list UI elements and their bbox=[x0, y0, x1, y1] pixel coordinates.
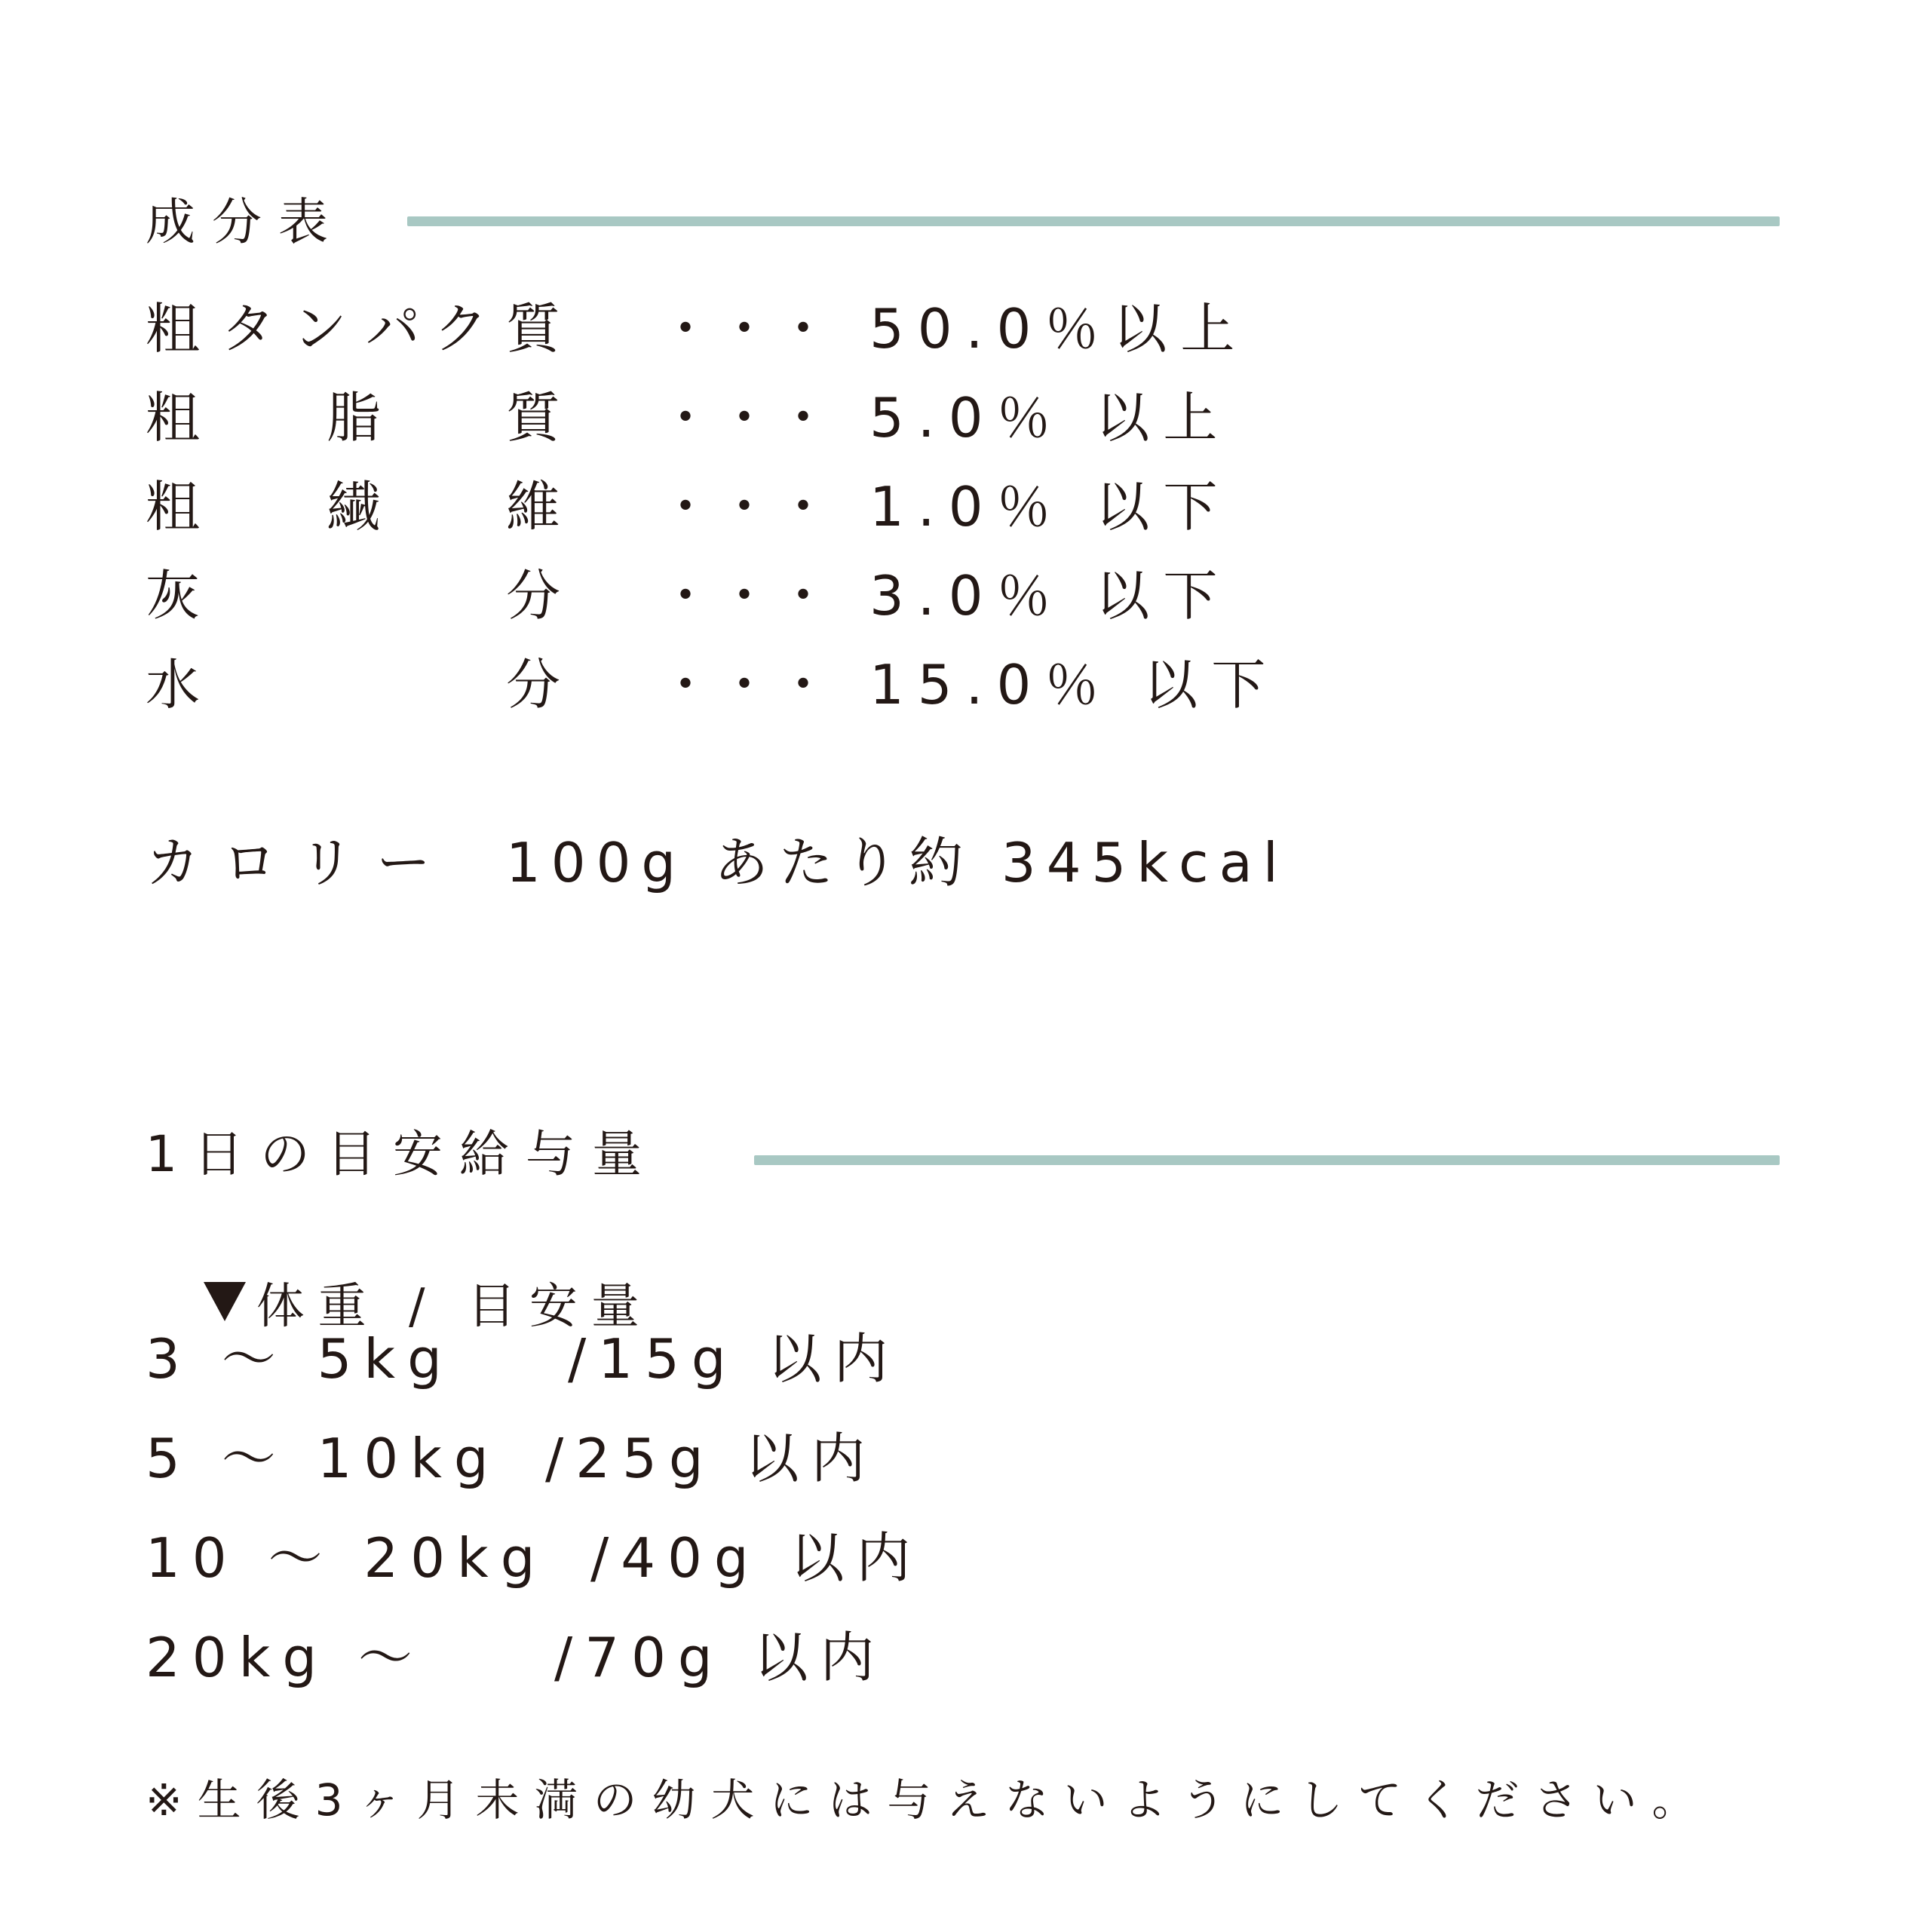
row-label-char: 質 bbox=[506, 297, 570, 360]
row-label-char: 灰 bbox=[146, 564, 210, 627]
feeding-heading-rule bbox=[754, 1155, 1780, 1165]
feeding-weight: 3 ～ 5kg bbox=[146, 1327, 454, 1391]
row-label-char: 維 bbox=[506, 475, 570, 538]
feeding-weight: 5 ～ 10kg bbox=[146, 1427, 501, 1490]
row-label-char: 粗 bbox=[146, 386, 210, 449]
row-value: 3.0％ 以下 bbox=[869, 564, 1231, 627]
feeding-amount: /40g 以内 bbox=[590, 1526, 923, 1590]
feeding-row bbox=[146, 1327, 1578, 1392]
composition-row bbox=[146, 386, 1578, 451]
calorie-value: 100g あたり約 345kcal bbox=[506, 831, 1289, 894]
down-triangle-icon bbox=[204, 1282, 246, 1321]
feeding-weight: 10 ～ 20kg bbox=[146, 1526, 547, 1590]
composition-row bbox=[146, 475, 1578, 540]
row-leader: ・・・ bbox=[658, 475, 836, 538]
feeding-row bbox=[146, 1427, 1578, 1492]
feeding-heading: 1日の目安給与量 bbox=[146, 1125, 658, 1183]
calorie-label: カロリー bbox=[146, 831, 454, 894]
row-value: 1.0％ 以下 bbox=[869, 475, 1231, 538]
feeding-note: ※生後3ヶ月未満の幼犬には与えないようにしてください。 bbox=[146, 1774, 1711, 1826]
row-label-char: 水 bbox=[146, 653, 210, 716]
feeding-amount: /25g 以内 bbox=[545, 1427, 878, 1490]
feeding-weight: 20kg ～ bbox=[146, 1626, 425, 1689]
feeding-row bbox=[146, 1626, 1578, 1691]
row-value: 5.0％ 以上 bbox=[869, 386, 1231, 449]
row-leader: ・・・ bbox=[658, 386, 836, 449]
row-label-char: 分 bbox=[506, 564, 570, 627]
row-leader: ・・・ bbox=[658, 653, 836, 716]
composition-row bbox=[146, 653, 1578, 718]
row-label-char: パ bbox=[366, 297, 430, 360]
row-label-char: ク bbox=[434, 297, 498, 360]
row-leader: ・・・ bbox=[658, 297, 836, 360]
calorie-row bbox=[146, 831, 1578, 896]
feeding-amount: /70g 以内 bbox=[554, 1626, 887, 1689]
composition-heading-rule bbox=[407, 216, 1780, 226]
row-label-char: 質 bbox=[506, 386, 570, 449]
row-leader: ・・・ bbox=[658, 564, 836, 627]
row-value: 15.0％ 以下 bbox=[869, 653, 1280, 716]
feeding-row bbox=[146, 1526, 1578, 1591]
feeding-subheading-text: 体重 / 目安量 bbox=[256, 1279, 653, 1335]
feeding-amount: /15g 以内 bbox=[568, 1327, 900, 1391]
row-label-char: 脂 bbox=[327, 386, 391, 449]
composition-heading: 成分表 bbox=[146, 193, 345, 251]
composition-row bbox=[146, 297, 1578, 362]
row-label-char: 粗 bbox=[146, 297, 210, 360]
feeding-subheading bbox=[146, 1234, 653, 1335]
row-label-char: 分 bbox=[506, 653, 570, 716]
row-label-char: タ bbox=[221, 297, 285, 360]
row-label-char: ン bbox=[293, 297, 357, 360]
row-label-char: 繊 bbox=[327, 475, 391, 538]
row-label-char: 粗 bbox=[146, 475, 210, 538]
row-value: 50.0％以上 bbox=[869, 297, 1249, 360]
composition-row bbox=[146, 564, 1578, 629]
